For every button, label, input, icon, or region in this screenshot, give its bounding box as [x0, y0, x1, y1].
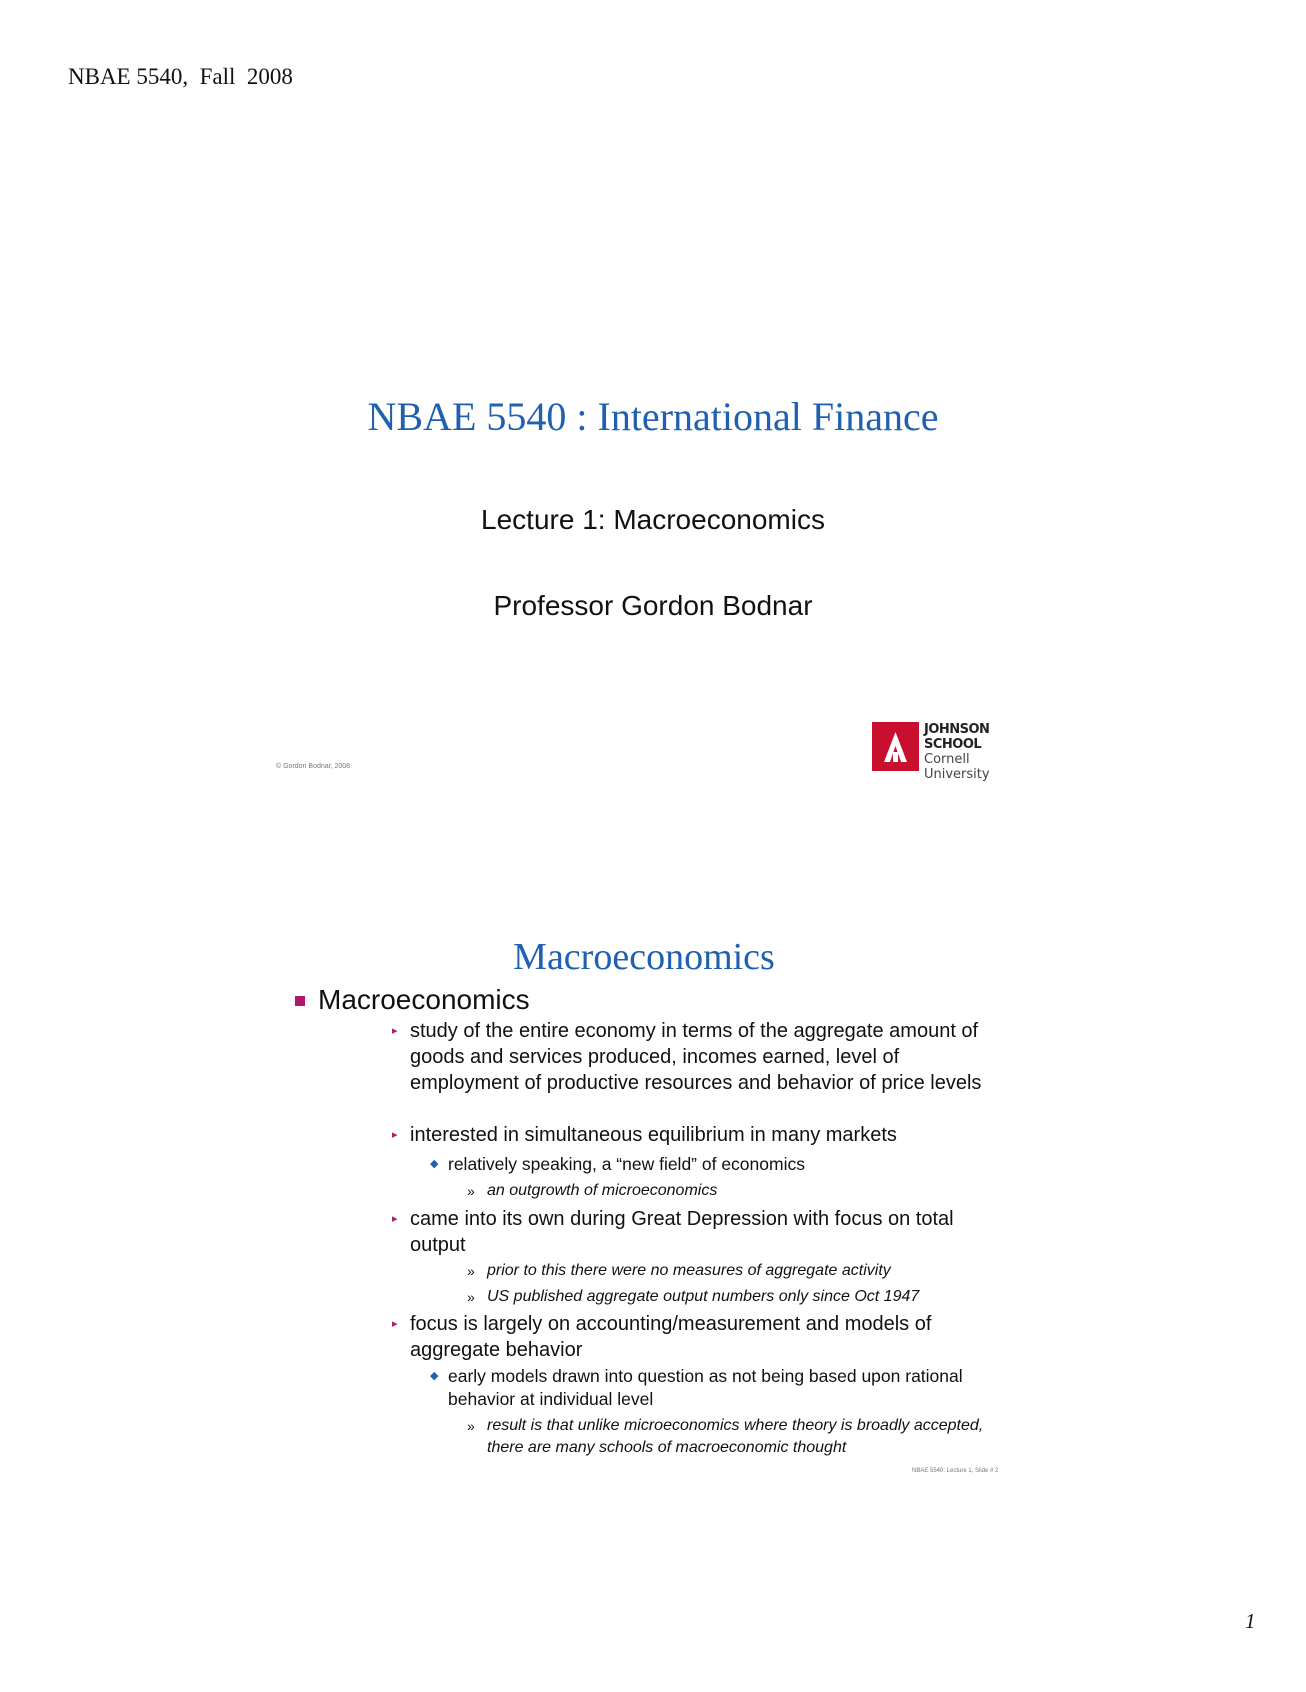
list-item: ▸ interested in simultaneous equilibrium in many markets: [392, 1124, 897, 1146]
list-item: ◆ early models drawn into question as not being based upon rational behavior at individual level: [430, 1366, 963, 1409]
logo-line-johnson: JOHNSON: [924, 722, 990, 737]
arrow-bullet-icon: ▸: [392, 1025, 398, 1037]
list-item: » prior to this there were no measures of aggregate activity: [487, 1260, 997, 1282]
logo-line-cornell: Cornell University: [924, 752, 990, 782]
list-item: ▸ came into its own during Great Depression with focus on total output: [392, 1208, 954, 1256]
professor-name: Professor Gordon Bodnar: [493, 590, 813, 621]
slide2-heading: Macroeconomics: [318, 984, 530, 1015]
lecture-subtitle: Lecture 1: Macroeconomics: [481, 504, 825, 535]
double-arrow-bullet-icon: »: [467, 1418, 475, 1434]
page-number: 1: [1245, 1609, 1256, 1633]
arrow-bullet-icon: ▸: [392, 1129, 398, 1141]
list-item: ◆ relatively speaking, a “new field” of economics: [430, 1154, 805, 1174]
logo-wordmark: [924, 722, 1032, 782]
slide2-title: Macroeconomics: [513, 936, 775, 978]
list-item: ▸ focus is largely on accounting/measurement and models of aggregate behavior: [392, 1313, 932, 1361]
double-arrow-bullet-icon: »: [467, 1289, 475, 1305]
slide1-title: NBAE 5540 : International Finance: [367, 394, 939, 439]
diamond-bullet-icon: ◆: [430, 1370, 439, 1382]
list-item: » result is that unlike microeconomics where theory is broadly accepted, there are many schools of macroeconomic thought: [467, 1417, 984, 1456]
slide-footer: NBAE 5540: Lecture 1, Slide # 2: [912, 1468, 999, 1474]
list-item: » US published aggregate output numbers only since Oct 1947: [487, 1286, 997, 1308]
arrow-bullet-icon: ▸: [392, 1213, 398, 1225]
copyright-note: © Gordon Bodnar, 2008: [276, 763, 351, 770]
diamond-bullet-icon: ◆: [430, 1158, 439, 1170]
arrow-bullet-icon: ▸: [392, 1318, 398, 1330]
johnson-logo-mark-icon: [872, 722, 919, 771]
slide2-heading-bullet: [318, 984, 530, 1016]
double-arrow-bullet-icon: »: [467, 1183, 475, 1199]
square-bullet-icon: [295, 996, 305, 1006]
list-item: ▸ study of the entire economy in terms of the aggregate amount of goods and services produced, incomes earned, level of employment of productive resources and behavior of price levels: [392, 1020, 982, 1094]
page-header: NBAE 5540, Fall 2008: [68, 64, 293, 89]
logo-line-school: SCHOOL: [924, 737, 982, 752]
johnson-school-logo: [872, 722, 1032, 782]
double-arrow-bullet-icon: »: [467, 1263, 475, 1279]
list-item: » an outgrowth of microeconomics: [487, 1180, 997, 1202]
